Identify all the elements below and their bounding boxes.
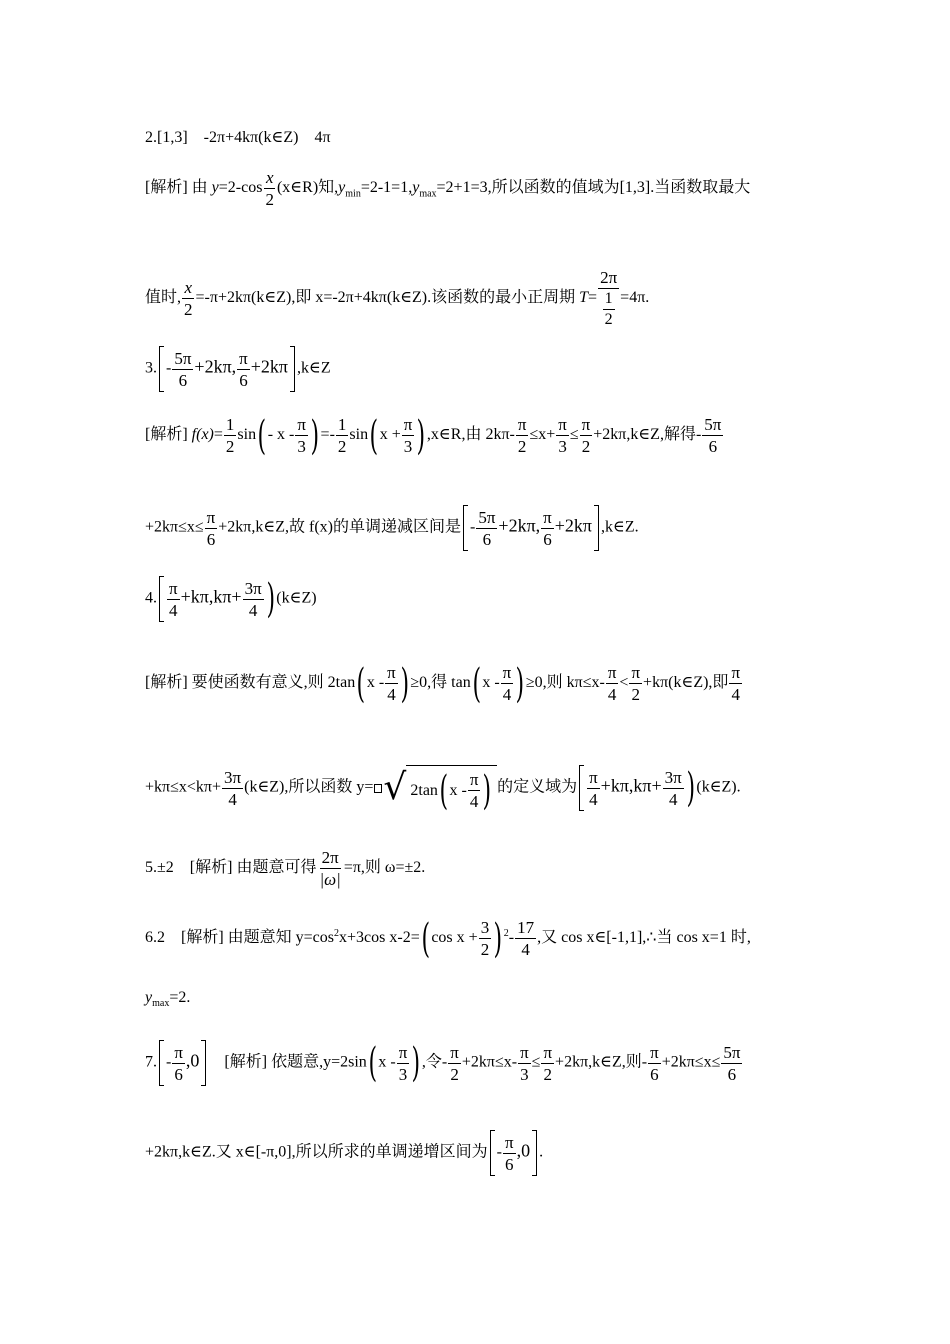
answer-4-head: 4. $\frac{\pi}{4}$ +kπ,kπ+ $\frac{3\pi}{4}$ )(k∈Z) xyxy=(145,576,317,622)
answer-3-head: 3. - $\frac{5\pi}{6}$ +2kπ, $\frac{\pi}{6}$ +2kπ ,k∈Z xyxy=(145,346,331,392)
answer-6-line1: 6.2 [解析] 由题意知 $y=\cos^2x+3\cos$ x-2=(cos x + $\frac{3}{2}$ ) $^2$- $\frac{17}{4}$ ,又 cos x∈[-1,1],∴当 cos x=1 时, xyxy=(145,915,751,962)
answer-5: 5.±2 [解析] 由题意可得 $\frac{2\pi}{|\omega|}$ =π,则 ω=±2. xyxy=(145,848,426,889)
answer-4-line1: [解析] 要使函数有意义,则 2tan(x - $\frac{\pi}{4}$ )≥0,得 tan(x - $\frac{\pi}{4}$ )≥0,则 kπ≤x- $\frac{\pi}{4}$ < $\frac{\pi}{2}$ +kπ(k∈Z),即 $\frac{\pi}{4}$ xyxy=(145,660,741,707)
answer-7-line1: 7. - $\frac{\pi}{6}$ ,0 [解析] 依题意,y=2sin(x - $\frac{\pi}{3}$ ),令- $\frac{\pi}{2}$ +2kπ≤x- $\frac{\pi}{3}$ ≤ $\frac{\pi}{2}$ +2kπ,k∈Z,则- $\frac{\pi}{6}$ +2kπ≤x≤ $\frac{5\pi}{6}$ xyxy=(145,1040,741,1086)
answer-4-line2: +kπ≤x<kπ+ $\frac{3\pi}{4}$ (k∈Z),所以函数 y= √ 2tan ( x - $\frac{\pi}{4}$ ) 的定义域为 $\frac{\pi}{4}$ +kπ,kπ+ $\frac{3\pi}{4}$ )(k∈Z). xyxy=(145,765,741,814)
fraction: $\frac{x}{2}$ xyxy=(265,168,274,209)
answer-3-line1: [解析] f(x)= $\frac{1}{2}$ sin(- x - $\frac{\pi}{3}$ )=- $\frac{1}{2}$ sin(x + $\frac{\pi}{3}$ ),x∈R,由 2kπ- $\frac{\pi}{2}$ ≤x+ $\frac{\pi}{3}$ ≤ $\frac{\pi}{2}$ +2kπ,k∈Z,解得- $\frac{5\pi}{6}$ xyxy=(145,412,722,459)
answer-3-line2: +2kπ≤x≤ $\frac{\pi}{6}$ +2kπ,k∈Z,故 f(x)的单调递减区间是 - $\frac{5\pi}{6}$ +2kπ, $\frac{\pi}{6}$ +2kπ ,k∈Z. xyxy=(145,505,639,551)
answer-6-line2: $y_{max}=2$. xyxy=(145,989,191,1010)
answer-2-line2: 值时, $\frac{x}{2}$ =-π+2kπ(k∈Z),即 x=-2π+4kπ(k∈Z).该函数的最小正周期 T= $\frac{2\pi}{\frac{1}{2}}$ =4π. xyxy=(145,268,650,328)
answer-7-line2: +2kπ,k∈Z.又 x∈[-π,0],所以所求的单调递增区间为 - $\frac{\pi}{6}$ ,0 . xyxy=(145,1130,543,1176)
answer-2-line1: [解析] 由 y=2-cos $\frac{x}{2}$ (x∈R)知$,y_{min}=2-1=1,y_{max}=2+1=3$,所以函数的值域为[1,3].当函数取最大 xyxy=(145,168,751,209)
answer-2-head: 2.[1,3] -2π+4kπ(k∈Z) 4π xyxy=(145,129,331,146)
